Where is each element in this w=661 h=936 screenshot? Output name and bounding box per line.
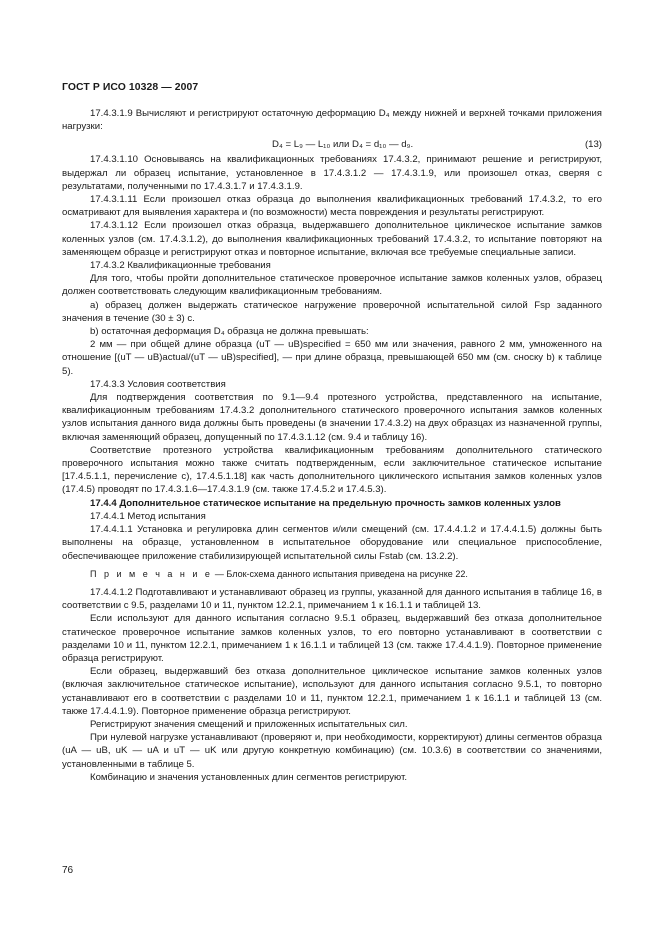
paragraph: Комбинацию и значения установленных длин сегментов регистрируют. <box>90 771 407 783</box>
section-heading-bold: 17.4.4 Дополнительное статическое испытание на предельную прочность замков коленных узлов <box>90 497 561 509</box>
note-label: П р и м е ч а н и е <box>90 568 213 579</box>
paragraph: Если используют для данного испытания согласно 9.5.1 образец, выдержавший без отказа дополнительное статическое проверочное испытание замков коленных узлов, то его повторно устанавливают в соответствии с разделами 10 и 11, пунктом 12.2.1, примечанием 1 к 16.1.1 и таблицей 13 (см. также 17.4.4.1.9). Повторное применение образца регистрируют. <box>62 613 602 664</box>
page-content <box>62 107 602 784</box>
formula <box>62 136 602 153</box>
paragraph: Соответствие протезного устройства квалификационным требованиям дополнительного статического проверочного испытания можно также считать подтвержденным, если заключительное статическое испытание [17.4.5.1.1, перечисление c), 17.4.5.1.18] как часть дополнительного циклического испытания замков коленных узлов (17.4.5) проводят по 17.4.3.1.6—17.4.3.1.9 (см. также 17.4.5.2 и 17.4.5.3). <box>62 444 602 496</box>
paragraph: 17.4.3.1.9 Вычисляют и регистрируют остаточную деформацию D₄ между нижней и верхней точками приложения нагрузки: <box>62 108 602 133</box>
paragraph: 17.4.4.1.1 Установка и регулировка длин сегментов и/или смещений (см. 17.4.4.1.2 и 17.4.4.1.5) должны быть выполнены на образце, установленном в испытательное оборудование или специальное приспособление, обеспечивающее приложение стабилизирующей испытательной силы Fstab (см. 13.2.2). <box>62 524 602 562</box>
paragraph: 2 мм — при общей длине образца (uT — uB)specified = 650 мм или значения, равного 2 мм, умноженного на отношение [(uT — uB)actual/(uT — uB)specified], — при длине образца, превышающей 650 мм (см. сноску b) к таблице 5). <box>62 339 602 377</box>
paragraph: 17.4.3.1.11 Если произошел отказ образца до выполнения квалификационных требований 17.4.3.2, то его осматривают для выявления характера и (по возможности) места повреждения и результаты регистрируют. <box>62 194 602 219</box>
page-header: ГОСТ Р ИСО 10328 — 2007 <box>62 82 199 93</box>
paragraph: 17.4.3.1.12 Если произошел отказ образца, выдержавшего дополнительное циклическое испытание замков коленных узлов (см. 17.4.3.1.2), до выполнения квалификационных требований 17.4.3.2, то испытание повторяют на заменяющем образце и регистрируют отказ и повторное испытание, включая все требуемые специальные записи. <box>62 220 602 258</box>
paragraph: Для подтверждения соответствия по 9.1—9.4 протезного устройства, представленного на испытание, квалификационным требованиям 17.4.3.2 дополнительного статического проверочного испытания замков коленных узлов испытания данного вида должны быть проведены (в значении 17.4.3.2) на двух образцах из назначенной группы, включая заменяющий образец, допущенный по 17.4.3.1.12 (см. 9.4 и таблицу 16). <box>62 392 602 443</box>
section-heading: 17.4.3.2 Квалификационные требования <box>90 260 271 272</box>
formula-number: (13) <box>584 139 602 151</box>
note-text: — Блок-схема данного испытания приведена на рисунке 22. <box>212 568 468 579</box>
section-heading: 17.4.4.1 Метод испытания <box>90 510 206 522</box>
section-heading: 17.4.3.3 Условия соответствия <box>90 378 226 390</box>
formula-expression: D₄ = L₉ — L₁₀ или D₄ = d₁₀ — d₉. <box>272 139 414 151</box>
paragraph: Регистрируют значения смещений и приложенных испытательных сил. <box>90 718 408 730</box>
note <box>62 568 602 581</box>
paragraph: Для того, чтобы пройти дополнительное статическое проверочное испытание замков коленных узлов, образец должен соответствовать следующим квалификационным требованиям. <box>62 273 602 298</box>
paragraph: Если образец, выдержавший без отказа дополнительное циклическое испытание замков коленных узлов (включая заключительное статическое испытание), используют для данного испытания согласно 9.5.1, то повторно устанавливают его в соответствии с разделами 10 и 11, пунктом 12.2.1, примечанием 1 к 16.1.1 и таблицей 13 (см. также 17.4.4.1.9). Повторное применение образца регистрируют. <box>62 666 602 717</box>
paragraph: При нулевой нагрузке устанавливают (проверяют и, при необходимости, корректируют) длины сегментов образца (uA — uB, uK — uA и uT — uK или другую конкретную комбинацию) (см. 10.3.6) в соответствии со значениями, установленными в таблице 5. <box>62 732 602 770</box>
list-item: a) образец должен выдержать статическое нагружение проверочной испытательной силой Fsp заданного значения в течение (30 ± 3) с. <box>62 299 602 324</box>
page-number: 76 <box>62 865 74 876</box>
list-item: b) остаточная деформация D₄ образца не должна превышать: <box>90 326 369 338</box>
paragraph: 17.4.4.1.2 Подготавливают и устанавливают образец из группы, указанной для данного испытания в таблице 16, в соответствии с 9.5, разделами 10 и 11, пунктом 12.2.1, примечанием 1 к 16.1.1 и таблицей 13. <box>62 586 602 612</box>
paragraph: 17.4.3.1.10 Основываясь на квалификационных требованиях 17.4.3.2, принимают решение и регистрируют, выдержал ли образец испытание, установленное в 17.4.3.1.2 — 17.4.3.1.9, или произошел отказ, сверяя с результатами, полученными по 17.4.3.1.7 и 17.4.3.1.9. <box>62 154 602 192</box>
